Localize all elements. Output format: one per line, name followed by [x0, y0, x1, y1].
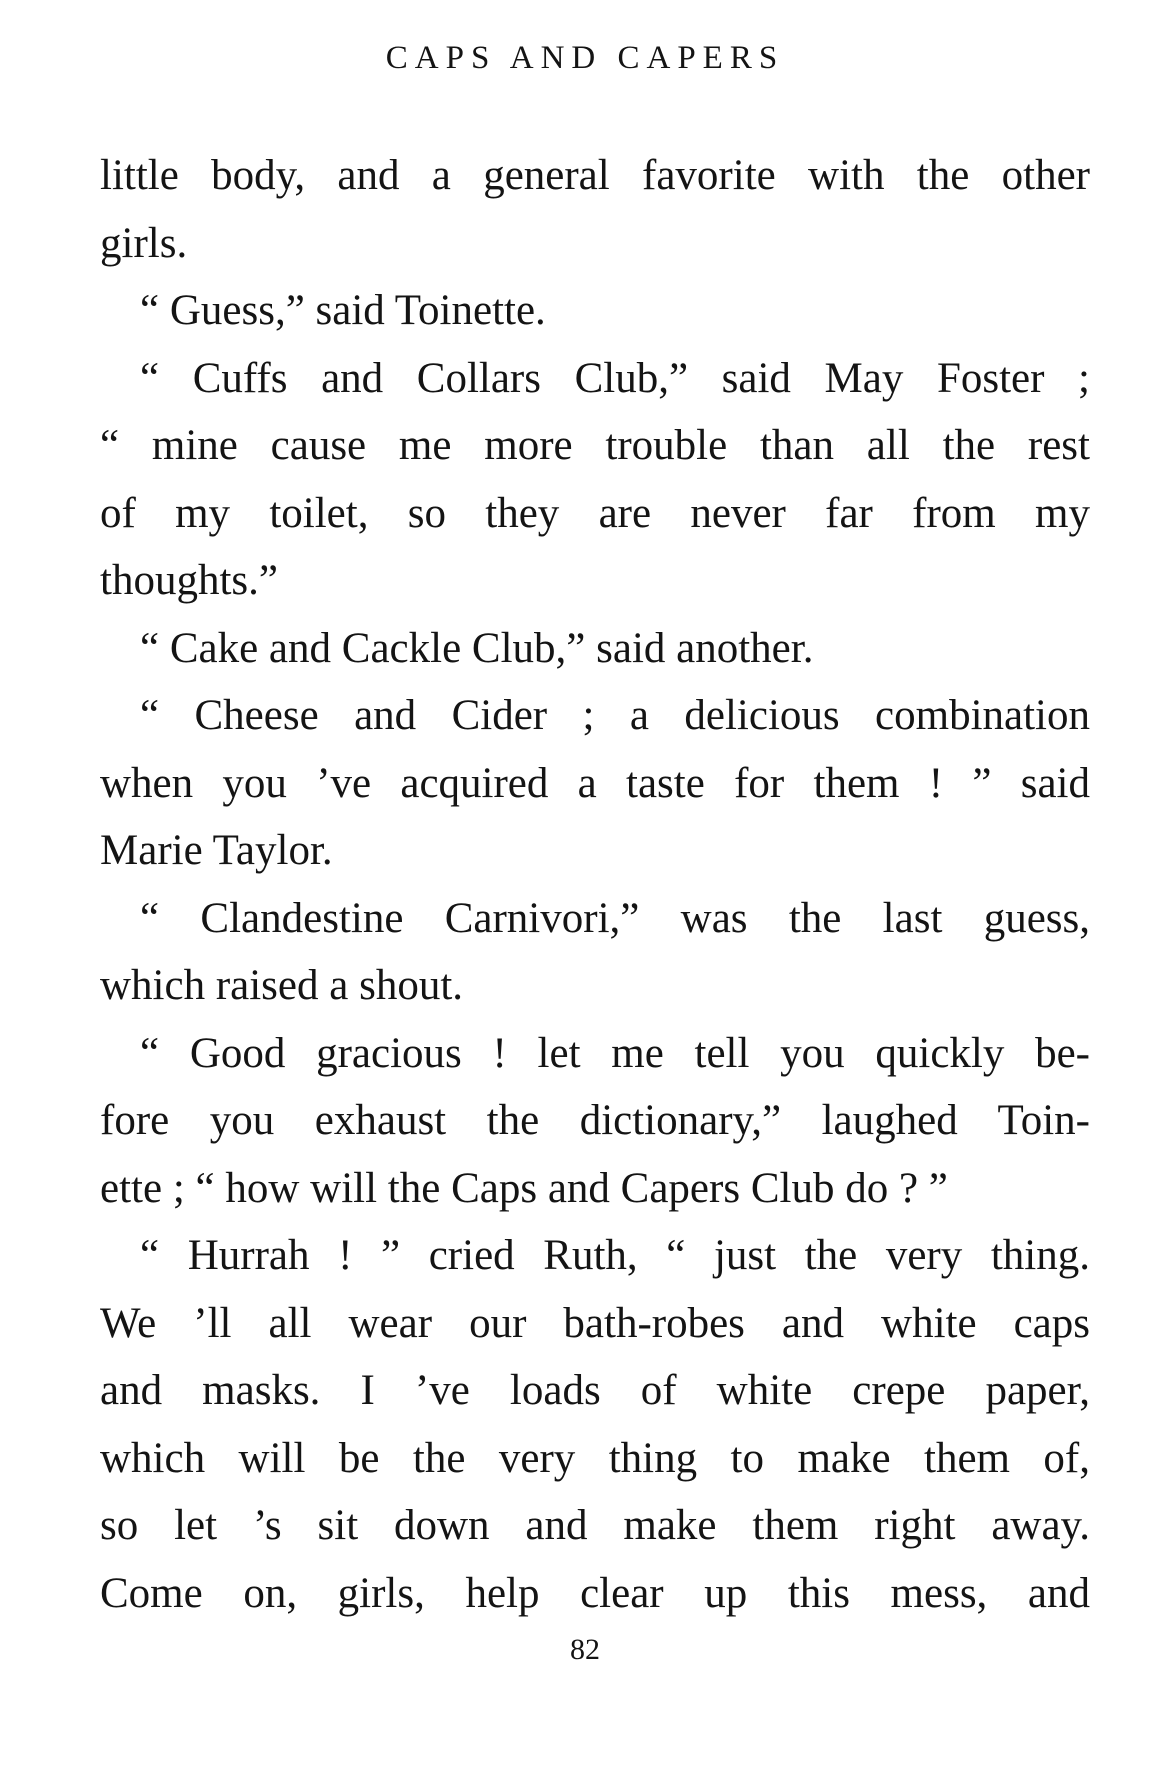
- text-line: thoughts.”: [100, 557, 278, 604]
- text-line: “ Cheese and Cider ; a delicious combination: [140, 692, 1090, 739]
- text-line: “ Cake and Cackle Club,” said another.: [140, 624, 814, 672]
- text-line: “ Hurrah ! ” cried Ruth, “ just the very thing.: [140, 1232, 1090, 1279]
- text-line: Marie Taylor.: [100, 827, 333, 874]
- text-line: Come on, girls, help clear up this mess, and: [100, 1569, 1090, 1617]
- text-line: “ Cuffs and Collars Club,” said May Foster ;: [140, 354, 1090, 402]
- text-line: of my toilet, so they are never far from my: [100, 489, 1090, 537]
- text-line: and masks. I ’ve loads of white crepe paper,: [100, 1367, 1090, 1414]
- text-line: which raised a shout.: [100, 962, 464, 1009]
- text-line: fore you exhaust the dictionary,” laughed Toin-: [100, 1097, 1090, 1144]
- text-line: ette ; “ how will the Caps and Capers Club do ? ”: [100, 1164, 948, 1212]
- text-line: which will be the very thing to make them of,: [100, 1434, 1090, 1482]
- text-line: We ’ll all wear our bath-robes and white caps: [100, 1299, 1090, 1347]
- page-number: 82: [570, 1633, 600, 1666]
- body-text: [100, 142, 1090, 1627]
- text-line: girls.: [100, 219, 188, 267]
- running-head: CAPS AND CAPERS: [385, 40, 785, 76]
- text-line: little body, and a general favorite with the other: [100, 152, 1090, 199]
- text-line: “ Clandestine Carnivori,” was the last guess,: [140, 894, 1090, 942]
- text-line: when you ’ve acquired a taste for them ! ” said: [100, 759, 1090, 807]
- text-line: so let ’s sit down and make them right away.: [100, 1502, 1090, 1549]
- text-line: “ Guess,” said Toinette.: [140, 287, 546, 334]
- text-line: “ mine cause me more trouble than all the rest: [100, 422, 1090, 469]
- text-line: “ Good gracious ! let me tell you quickly be-: [140, 1029, 1090, 1077]
